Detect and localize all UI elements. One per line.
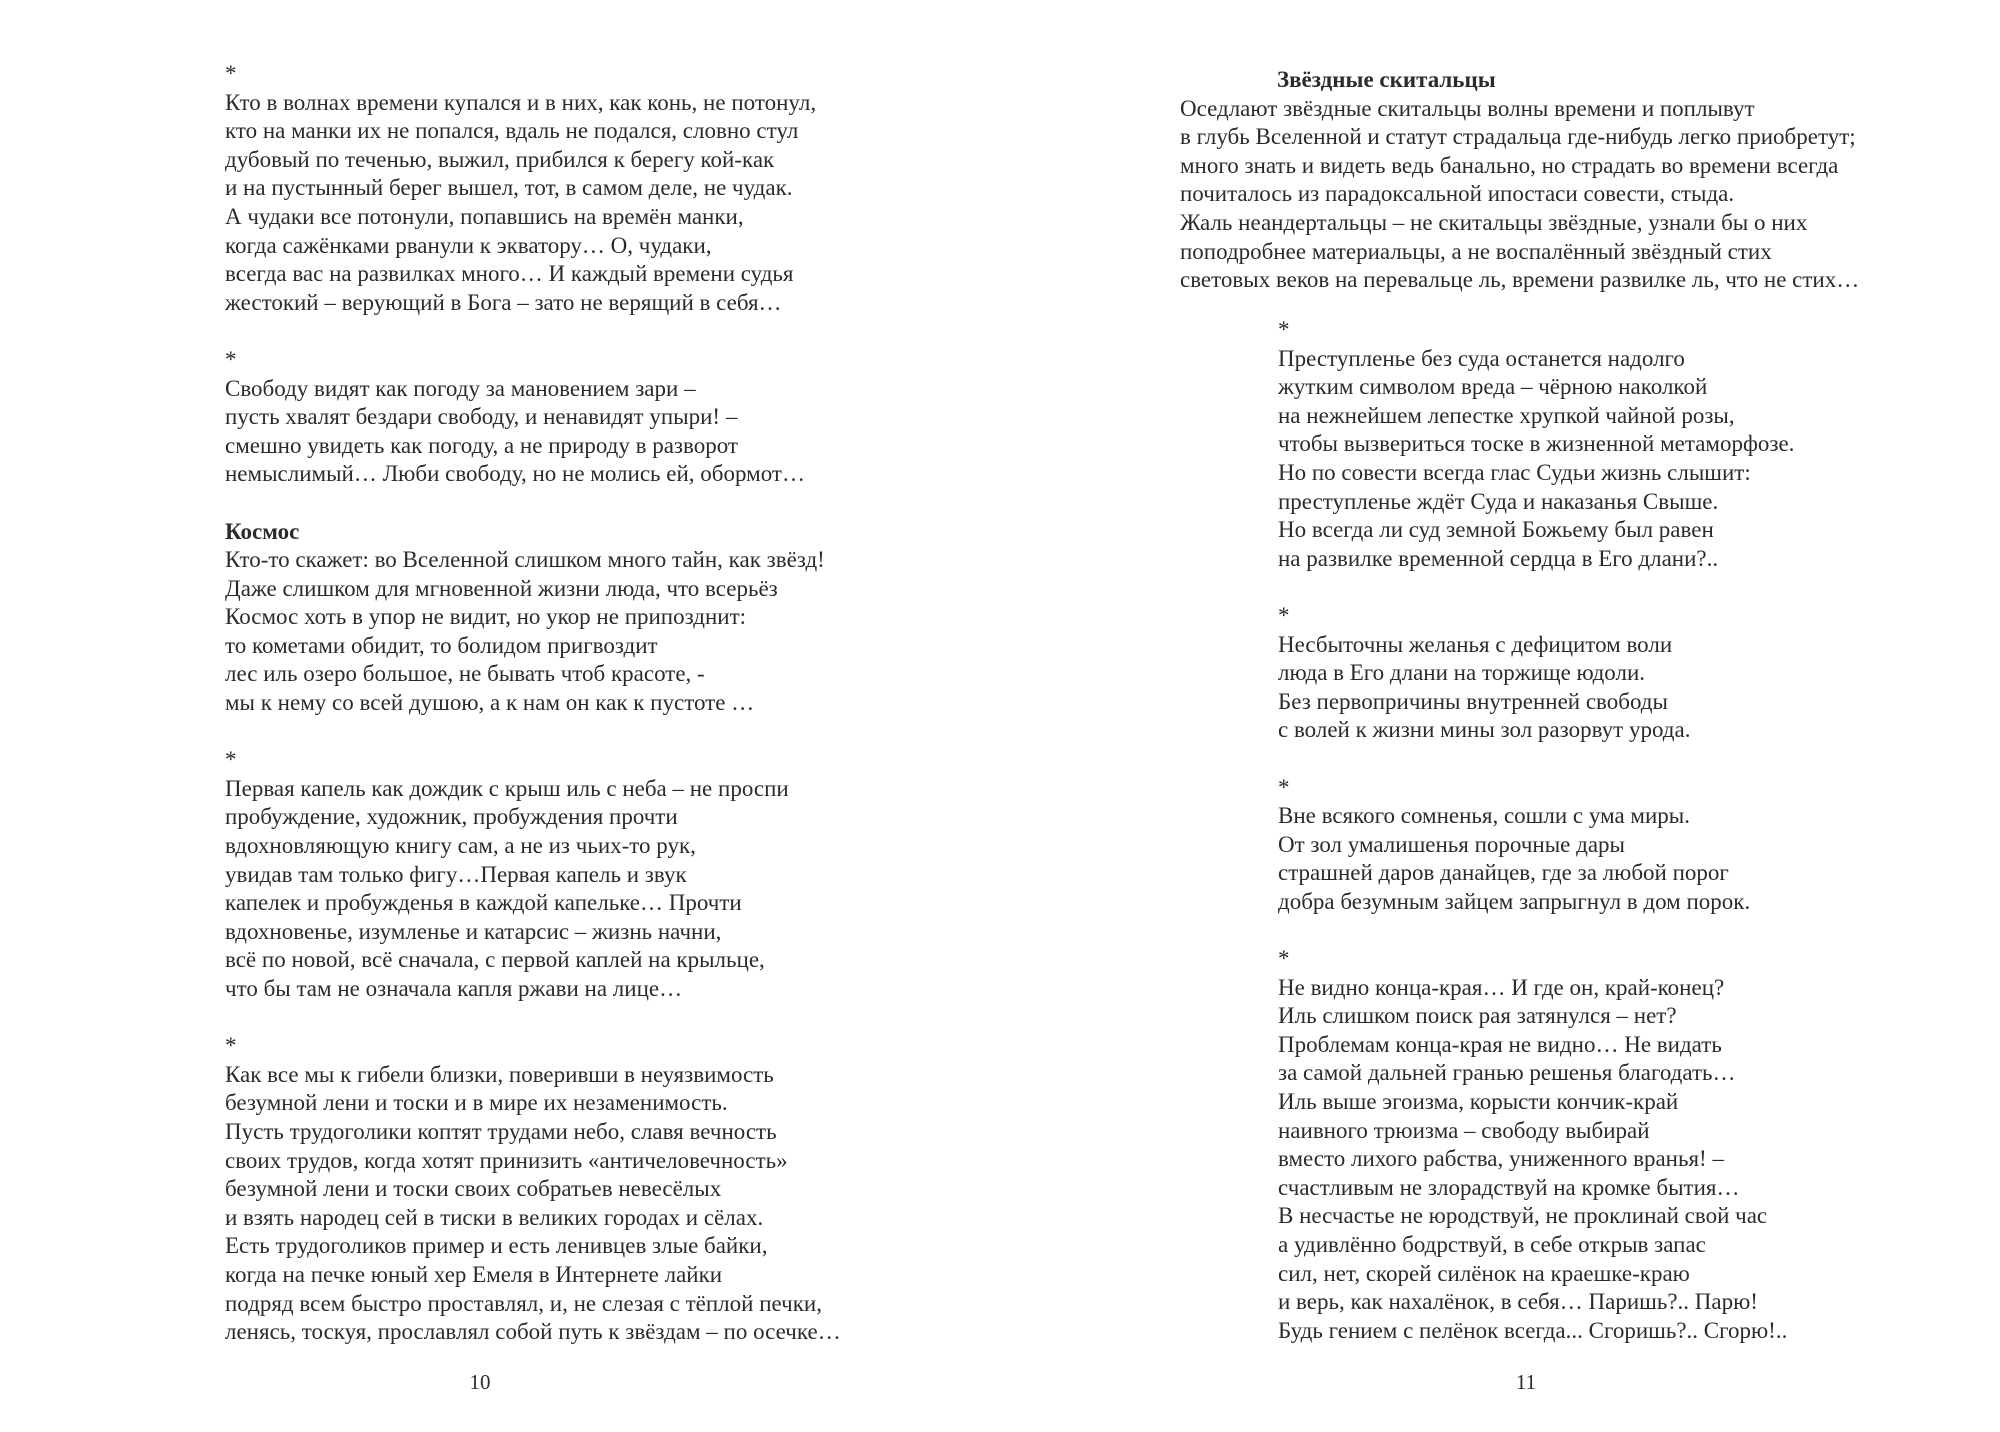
poem-separator-star: * [1278,774,1290,800]
poem-line: безумной лени и тоски и в мире их незаменимость. [225,1090,728,1116]
poem-line: почиталось из парадоксальной ипостаси совести, стыда. [1180,181,1735,207]
poem-block [1278,945,1794,1345]
poem-line: добра безумным зайцем запрыгнул в дом порок. [1278,888,1751,914]
poem-line: и верь, как нахалёнок, в себя… Паришь?.. Парю! [1278,1289,1758,1315]
poem-line: смешно увидеть как погоду, а не природу в разворот [225,432,738,458]
poem-block [225,1032,841,1347]
poem-line: Иль выше эгоизма, корысти кончик-край [1278,1089,1679,1115]
poem-line: Есть трудоголиков пример и есть ленивцев злые байки, [225,1233,768,1259]
poem-block [225,518,841,718]
poem-line: мы к нему со всей душою, а к нам он как к пустоте … [225,690,755,716]
poem-separator-star: * [225,747,237,773]
poem-line: Даже слишком для мгновенной жизни люда, что всерьёз [225,575,778,601]
poem-line: за самой дальней гранью решенья благодать… [1278,1060,1736,1086]
poem-line: Кто в волнах времени купался и в них, как конь, не потонул, [225,89,817,115]
poem-line: всегда вас на развилках много… И каждый времени судья [225,261,794,287]
poem-line: капелек и пробужденья в каждой капельке… Прочти [225,890,742,916]
poem-line: Несбыточны желанья с дефицитом воли [1278,631,1673,657]
page-number: 11 [1515,1370,1537,1394]
poem-line: и взять народец сей в тиски в великих городах и сёлах. [225,1204,764,1230]
poem-line: Жаль неандертальцы – не скитальцы звёздные, узнали бы о них [1180,209,1808,235]
poem-line: увидав там только фигу…Первая капель и звук [225,861,687,887]
poem-line: подряд всем быстро проставлял, и, не слезая с тёплой печки, [225,1290,822,1316]
poem-line: счастливым не злорадствуй на кромке бытия… [1278,1174,1740,1200]
poem-title: Звёздные скитальцы [1277,67,1496,92]
poem-line: на нежнейшем лепестке хрупкой чайной розы, [1278,402,1735,428]
poem-line: страшней даров данайцев, где за любой порог [1278,860,1729,886]
poem-line: Не видно конца-края… И где он, край-конец? [1278,974,1725,1000]
poem-line: сил, нет, скорей силёнок на краешке-краю [1278,1260,1690,1286]
poem-separator-star: * [1278,946,1290,972]
poem-line: чтобы вызвериться тоске в жизненной метаморфозе. [1278,431,1795,457]
poem-separator-star: * [1278,602,1290,628]
poem-line: вдохновляющую книгу сам, а не из чьих-то рук, [225,833,696,859]
poem-line: вдохновенье, изумленье и катарсис – жизнь начни, [225,918,722,944]
poem-line: Преступленье без суда останется надолго [1278,345,1685,371]
poem-line: пробуждение, художник, пробуждения прочти [225,804,678,830]
poem-line: ленясь, тоскуя, прославлял собой путь к звёздам – по осечке… [225,1319,841,1345]
poem-line: Будь гением с пелёнок всегда... Сгоришь?.. Сгорю!.. [1278,1317,1788,1343]
poem-line: с волей к жизни мины зол разорвут урода. [1278,717,1691,743]
poem-line: в глубь Вселенной и статут страдальца где-нибудь легко приобретут; [1180,124,1856,150]
poem-line: Иль слишком поиск рая затянулся – нет? [1278,1003,1677,1029]
poem-line: Как все мы к гибели близки, поверивши в неуязвимость [225,1061,774,1087]
poem-line: всё по новой, всё сначала, с первой каплей на крыльце, [225,947,765,973]
poem-line: вместо лихого рабства, униженного вранья! – [1278,1146,1724,1172]
poem-line: дубовый по теченью, выжил, прибился к берегу кой-как [225,146,775,172]
poem-line: а удивлённо бодрствуй, в себе открыв запас [1278,1232,1706,1257]
poem-line: кто на манки их не попался, вдаль не подался, словно стул [225,118,799,144]
poem-line: немыслимый… Люби свободу, но не молись ей, обормот… [225,461,805,487]
poem-block [1278,602,1794,745]
poem-line: Без первопричины внутренней свободы [1278,688,1668,714]
poem-line: Кто-то скажет: во Вселенной слишком много тайн, как звёзд! [225,547,825,573]
poem-block [225,60,841,317]
poem-line: люда в Его длани на торжище юдоли. [1278,660,1646,686]
right-page-text [1278,316,1794,1345]
poem-line: лес иль озеро большое, не бывать чтоб красоте, - [225,661,705,687]
poem-line: много знать и видеть ведь банально, но страдать во времени всегда [1180,152,1839,178]
poem-line: Первая капель как дождик с крыш иль с неба – не проспи [225,775,789,801]
poem-separator-star: * [225,61,237,86]
poem-line: на развилке временной сердца в Его длани?.. [1278,545,1719,571]
poem-separator-star: * [225,346,237,372]
poem-block [1278,316,1794,573]
poem-line: безумной лени и тоски своих собратьев невесёлых [225,1176,722,1202]
poem-title: Космос [225,518,300,544]
poem-block [225,346,841,489]
poem-line: поподробнее материальцы, а не воспалённый звёздный стих [1180,238,1772,264]
poem-line: Но по совести всегда глас Судьи жизнь слышит: [1278,459,1751,485]
right-page [1000,0,2000,1432]
poem-line: Оседлают звёздные скитальцы волны времени и поплывут [1180,95,1755,121]
poem-separator-star: * [225,1033,237,1059]
page-number: 10 [469,1370,491,1394]
poem-line: световых веков на перевальце ль, времени развилке ль, что не стих… [1180,267,1860,293]
right-page-intro [1180,66,1859,295]
poem-separator-star: * [1278,317,1290,342]
poem-line: А чудаки все потонули, попавшись на времён манки, [225,203,744,229]
poem-line: и на пустынный берег вышел, тот, в самом деле, не чудак. [225,175,793,201]
poem-line: От зол умалишенья порочные дары [1278,831,1625,857]
poem-line: Пусть трудоголики коптят трудами небо, славя вечность [225,1118,777,1144]
poem-block [1278,774,1794,917]
poem-line: пусть хвалят бездари свободу, и ненавидят упыри! – [225,404,738,430]
left-page-text [225,60,841,1347]
poem-line: когда сажёнками рванули к экватору… О, чудаки, [225,232,712,258]
poem-line: жутким символом вреда – чёрною наколкой [1278,374,1708,400]
poem-line: наивного трюизма – свободу выбирай [1278,1117,1650,1143]
poem-line: Но всегда ли суд земной Божьему был равен [1278,517,1714,543]
poem-line: Проблемам конца-края не видно… Не видать [1278,1031,1722,1057]
poem-line: когда на печке юный хер Емеля в Интернете лайки [225,1261,723,1287]
poem-line: Свободу видят как погоду за мановением зари – [225,375,696,401]
poem-line: В несчастье не юродствуй, не проклинай свой час [1278,1203,1768,1229]
poem-line: Вне всякого сомненья, сошли с ума миры. [1278,803,1690,829]
poem-line: жестокий – верующий в Бога – зато не верящий в себя… [225,289,782,315]
poem-line: Космос хоть в упор не видит, но укор не припозднит: [225,604,747,630]
poem-line: что бы там не означала капля ржави на лице… [225,976,683,1001]
poem-line: своих трудов, когда хотят принизить «античеловечность» [225,1147,788,1173]
poem-block [225,746,841,1003]
poem-line: преступленье ждёт Суда и наказанья Свыше. [1278,488,1719,514]
poem-line: то кометами обидит, то болидом пригвоздит [225,632,658,658]
